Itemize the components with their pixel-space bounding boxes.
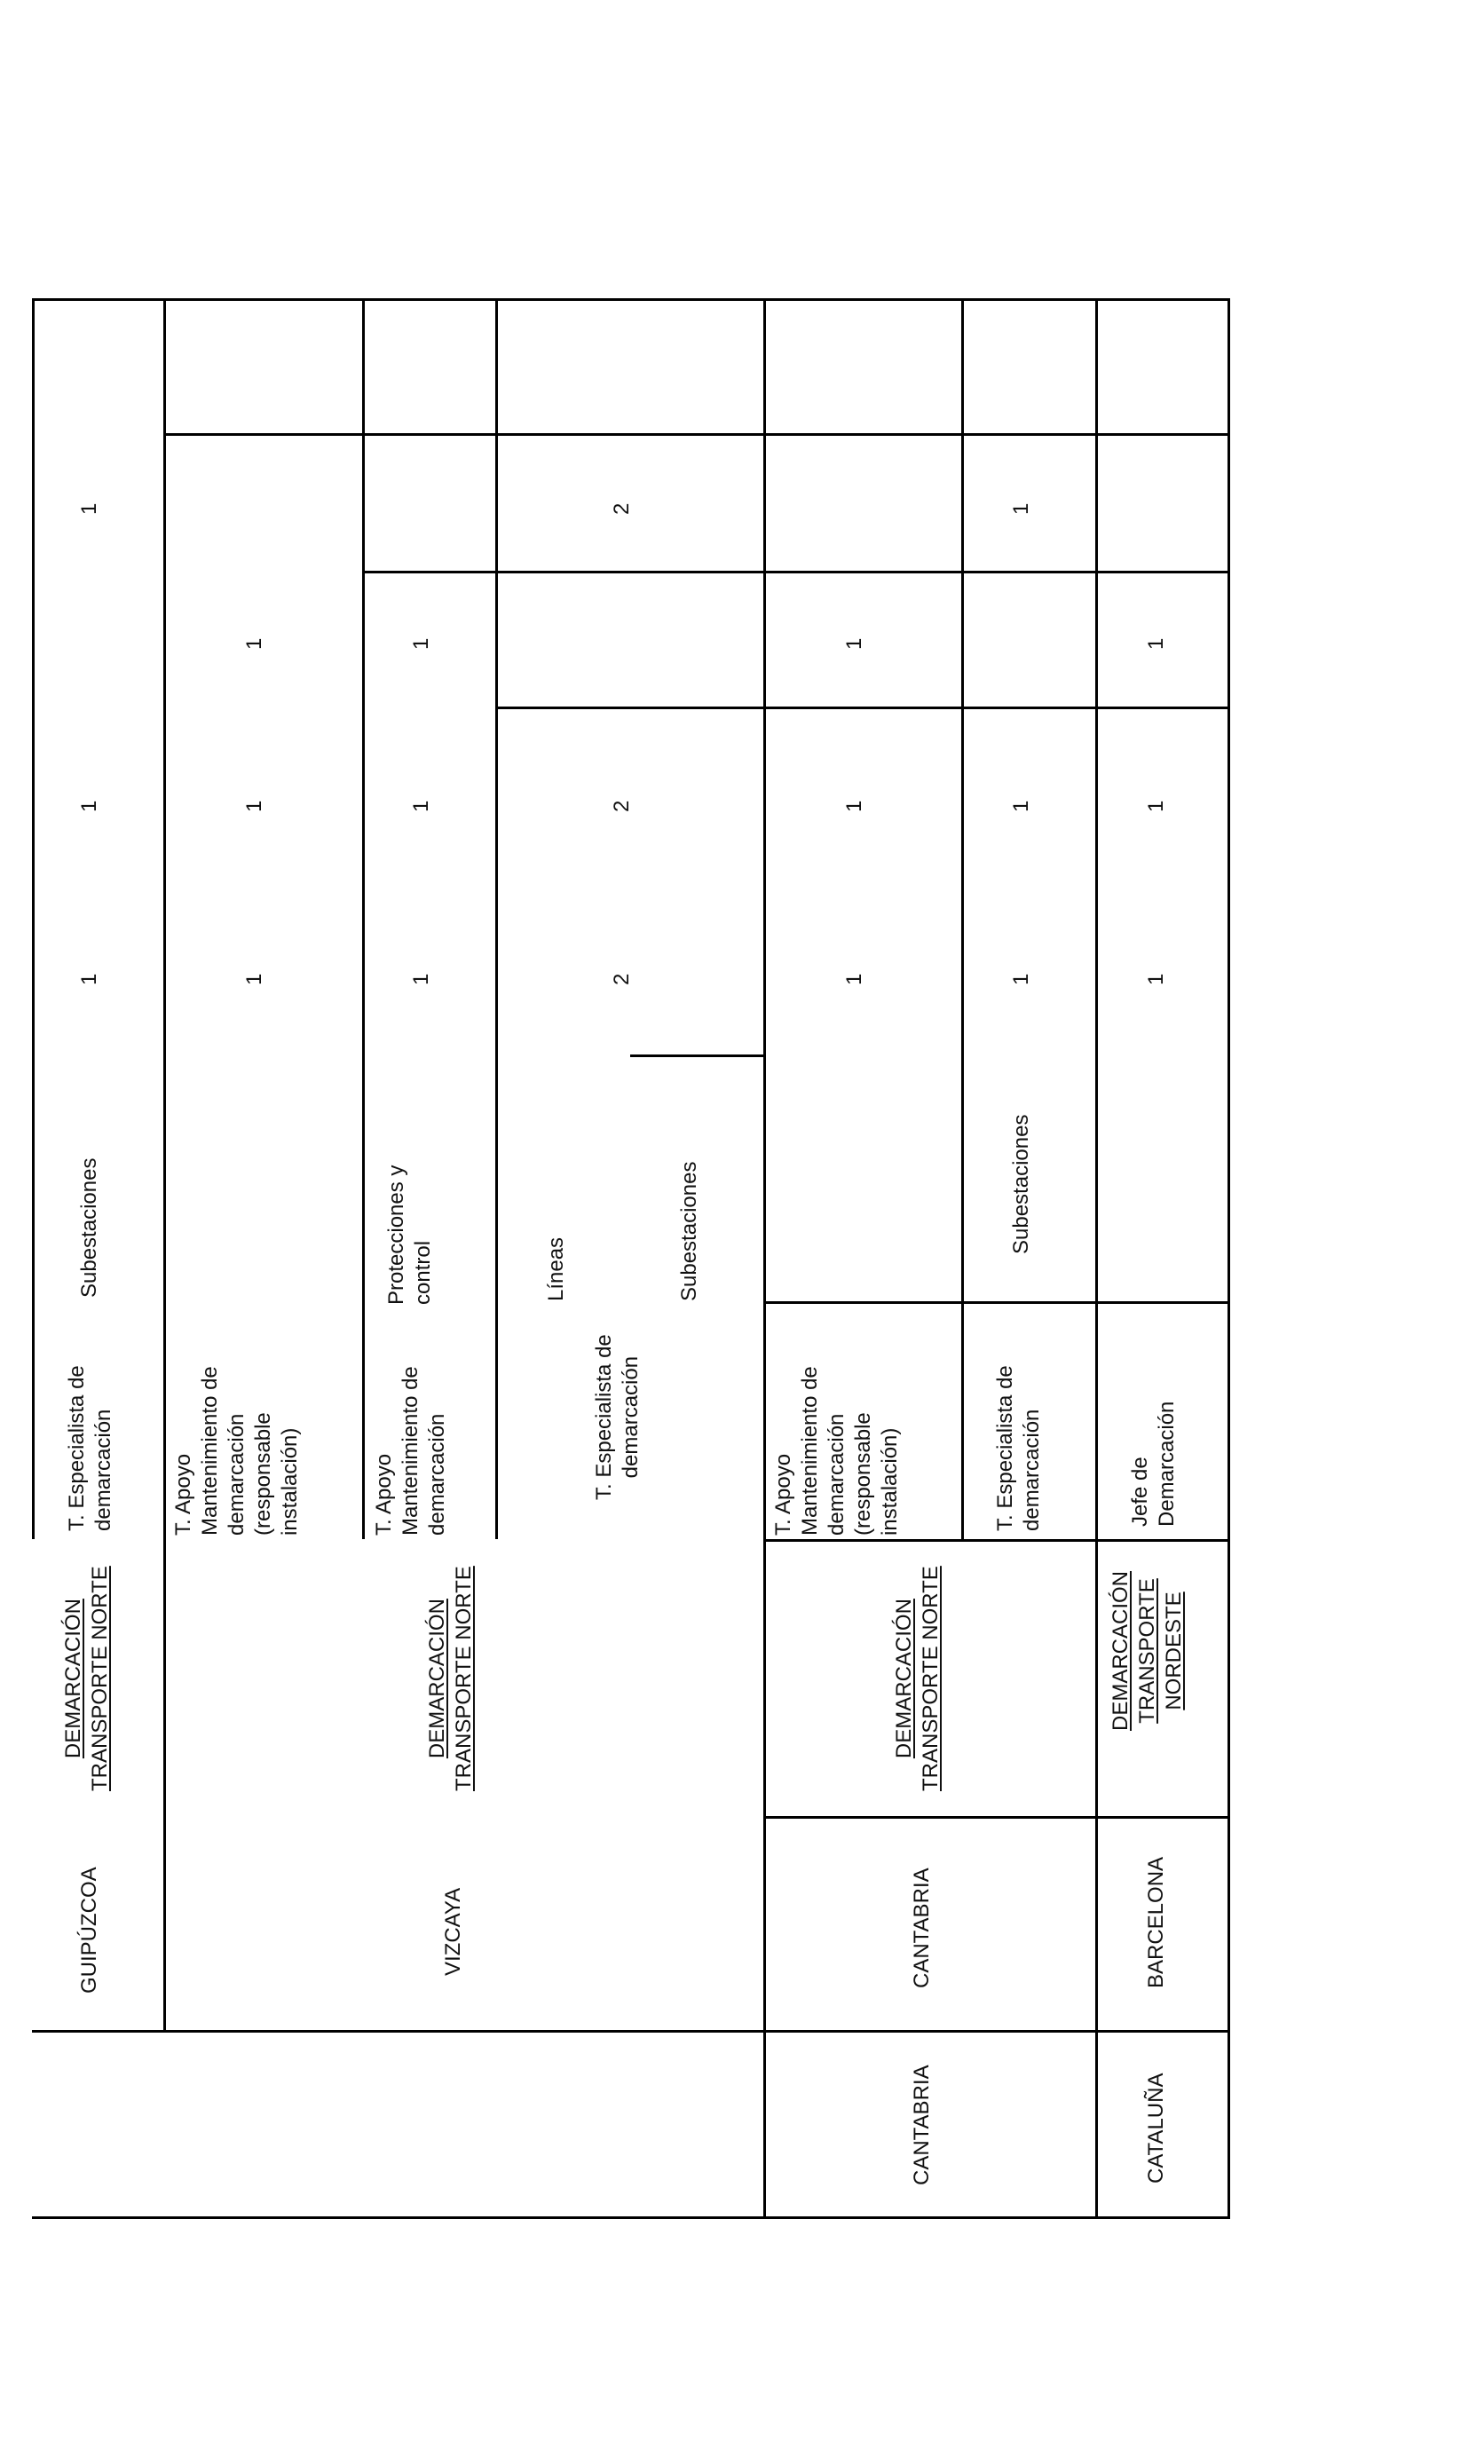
- grid-line-top: [32, 298, 1230, 301]
- grid-line-r4b: [630, 1054, 765, 1057]
- cell-value: 2: [610, 800, 634, 812]
- specialty-label-subestaciones: Subestaciones: [677, 1161, 701, 1301]
- specialty-label: Subestaciones: [1009, 1114, 1033, 1254]
- cell-value: 1: [242, 637, 266, 650]
- cell-value: 2: [610, 502, 634, 515]
- province-label: CANTABRIA: [910, 1868, 934, 1988]
- community-label: CANTABRIA: [910, 2065, 934, 2185]
- grid-line-right: [1227, 298, 1230, 2219]
- cell-value: 2: [610, 973, 634, 985]
- demarcation-label: DEMARCACIÓN TRANSPORTE NORTE: [61, 1566, 112, 1791]
- role-label: Jefe de Demarcación: [1128, 1401, 1179, 1527]
- demarcation-label: DEMARCACIÓN TRANSPORTE NORDESTE: [1109, 1570, 1186, 1731]
- cell-value: 1: [1144, 973, 1168, 985]
- grid-line-r7: [763, 1816, 1230, 1819]
- cell-value: 1: [77, 502, 101, 515]
- grid-line-bottom: [32, 2216, 1230, 2219]
- cell-value: 1: [409, 800, 433, 812]
- role-label: T. Apoyo Mantenimiento de demarcación: [372, 1366, 449, 1536]
- cell-value: 1: [842, 800, 866, 812]
- grid-line-r6: [763, 1539, 1230, 1542]
- grid-line-guipuzcoa-right: [163, 298, 166, 2032]
- cell-value: 1: [1144, 637, 1168, 650]
- specialty-label: Subestaciones: [77, 1157, 101, 1298]
- cell-value: 1: [409, 637, 433, 650]
- cell-value: 1: [842, 973, 866, 985]
- specialty-label: Protecciones y control: [384, 1165, 435, 1305]
- cell-value: 1: [77, 800, 101, 812]
- cell-value: 1: [1009, 502, 1033, 515]
- cell-value: 1: [1009, 800, 1033, 812]
- grid-line-vizcaya-sub: [495, 298, 498, 1539]
- role-label: T. Especialista de demarcación: [592, 1334, 643, 1500]
- cell-value: 1: [242, 973, 266, 985]
- grid-line-cantabria-split: [961, 298, 964, 1539]
- cell-value: 1: [1009, 973, 1033, 985]
- province-label: BARCELONA: [1144, 1856, 1168, 1988]
- demarcation-label: DEMARCACIÓN TRANSPORTE NORTE: [892, 1566, 943, 1791]
- grid-line-vizcaya-right: [763, 298, 766, 2219]
- role-label: T. Especialista de demarcación: [65, 1365, 115, 1531]
- cell-value: 1: [77, 973, 101, 985]
- demarcation-label: DEMARCACIÓN TRANSPORTE NORTE: [425, 1566, 476, 1791]
- province-label: GUIPÚZCOA: [77, 1867, 101, 1994]
- grid-line-r8: [32, 2030, 1230, 2033]
- grid-line-r5: [763, 1301, 1230, 1304]
- cell-value: 1: [242, 800, 266, 812]
- role-label: T. Apoyo Mantenimiento de demarcación (responsable instalación): [171, 1366, 302, 1536]
- role-label: T. Apoyo Mantenimiento de demarcación (responsable instalación): [771, 1366, 902, 1536]
- role-label: T. Especialista de demarcación: [993, 1365, 1044, 1531]
- grid-line-r4: [495, 707, 1230, 709]
- cell-value: 1: [842, 637, 866, 650]
- grid-line-r2: [163, 433, 1230, 436]
- province-label: VIZCAYA: [441, 1887, 465, 1976]
- community-label: CATALUÑA: [1144, 2073, 1168, 2184]
- cell-value: 1: [409, 973, 433, 985]
- grid-line-vizcaya-split: [362, 298, 365, 1539]
- specialty-label-lineas: Líneas: [544, 1236, 568, 1301]
- grid-line-r3: [362, 571, 1230, 573]
- grid-line-cantabria-right: [1095, 298, 1098, 2219]
- cell-value: 1: [1144, 800, 1168, 812]
- grid-line-left: [32, 298, 35, 1539]
